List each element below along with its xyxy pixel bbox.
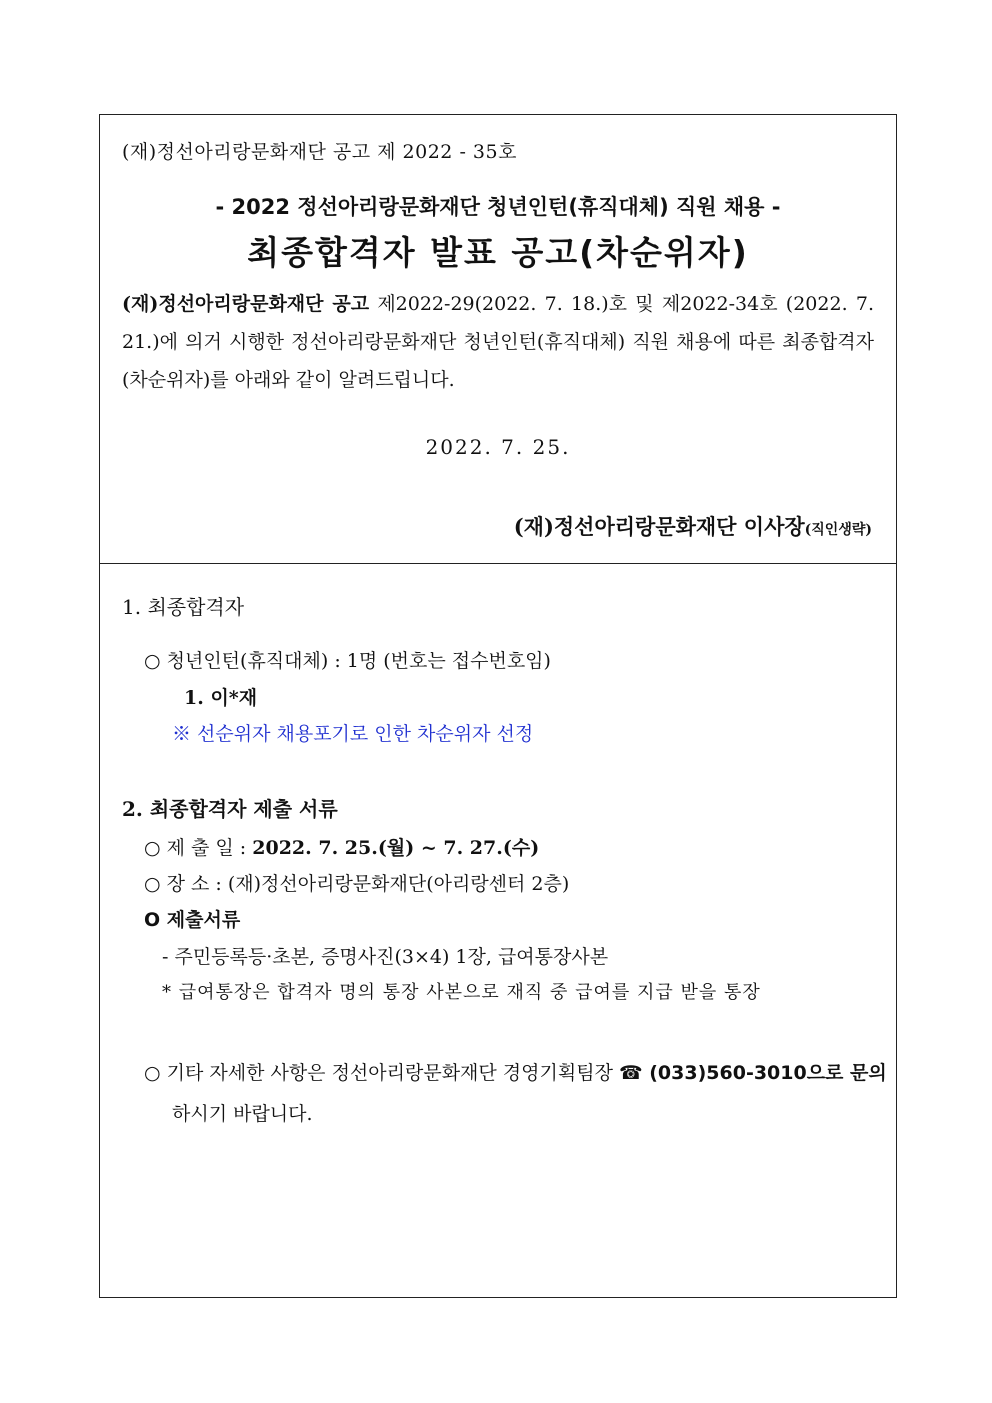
section2-docs-label: O 제출서류 xyxy=(144,909,241,931)
section2-docs-note: * 급여통장은 합격자 명의 통장 사본으로 재직 중 급여를 지급 받을 통장 xyxy=(162,982,761,1003)
notice-frame xyxy=(99,114,897,1298)
notice-title: 최종합격자 발표 공고(차순위자) xyxy=(247,233,749,272)
section1-heading: 1. 최종합격자 xyxy=(122,595,245,619)
contact-phone: ☎ (033)560-3010으로 문의 xyxy=(618,1062,887,1084)
contact-prefix: ○ 기타 자세한 사항은 정선아리랑문화재단 경영기획팀장 xyxy=(144,1062,619,1084)
notice-number: (재)정선아리랑문화재단 공고 제 2022 - 35호 xyxy=(122,141,517,163)
signer-name: (재)정선아리랑문화재단 이사장 xyxy=(513,514,805,539)
section2-docs-list: - 주민등록등·초본, 증명사진(3×4) 1장, 급여통장사본 xyxy=(162,946,609,968)
body-org-name: (재)정선아리랑문화재단 공고 xyxy=(122,293,370,315)
section2-heading: 2. 최종합격자 제출 서류 xyxy=(122,797,338,821)
notice-date: 2022. 7. 25. xyxy=(425,435,571,459)
section2-contact xyxy=(144,1058,887,1085)
section1-winner: 1. 이*재 xyxy=(184,687,258,709)
section1-item: ○ 청년인턴(휴직대체) : 1명 (번호는 접수번호임) xyxy=(144,650,551,672)
notice-body xyxy=(122,285,874,399)
signer xyxy=(514,511,872,541)
section2-place: ○ 장 소 : (재)정선아리랑문화재단(아리랑센터 2층) xyxy=(144,873,570,895)
submit-date-value: 2022. 7. 25.(월) ~ 7. 27.(수) xyxy=(252,837,540,859)
section-divider xyxy=(100,563,896,564)
section2-date-row xyxy=(144,833,539,860)
section2-contact-line2: 하시기 바랍니다. xyxy=(172,1103,313,1125)
section1-note: ※ 선순위자 채용포기로 인한 차순위자 선정 xyxy=(172,723,534,745)
notice-subtitle: - 2022 정선아리랑문화재단 청년인턴(휴직대체) 직원 채용 - xyxy=(215,195,781,219)
body-text: 제2022-29(2022. 7. 18.)호 및 제2022-34호 (2022. 7. 21.)에 의거 시행한 정선아리랑문화재단 청년인턴(휴직대체) 직원 채용에 따른 최종합격자(차순위자)를 아래와 같이 알려드립니다. xyxy=(122,293,874,391)
signer-seal: (직인생략) xyxy=(804,522,872,538)
submit-date-label: ○ 제 출 일 : xyxy=(144,837,253,859)
